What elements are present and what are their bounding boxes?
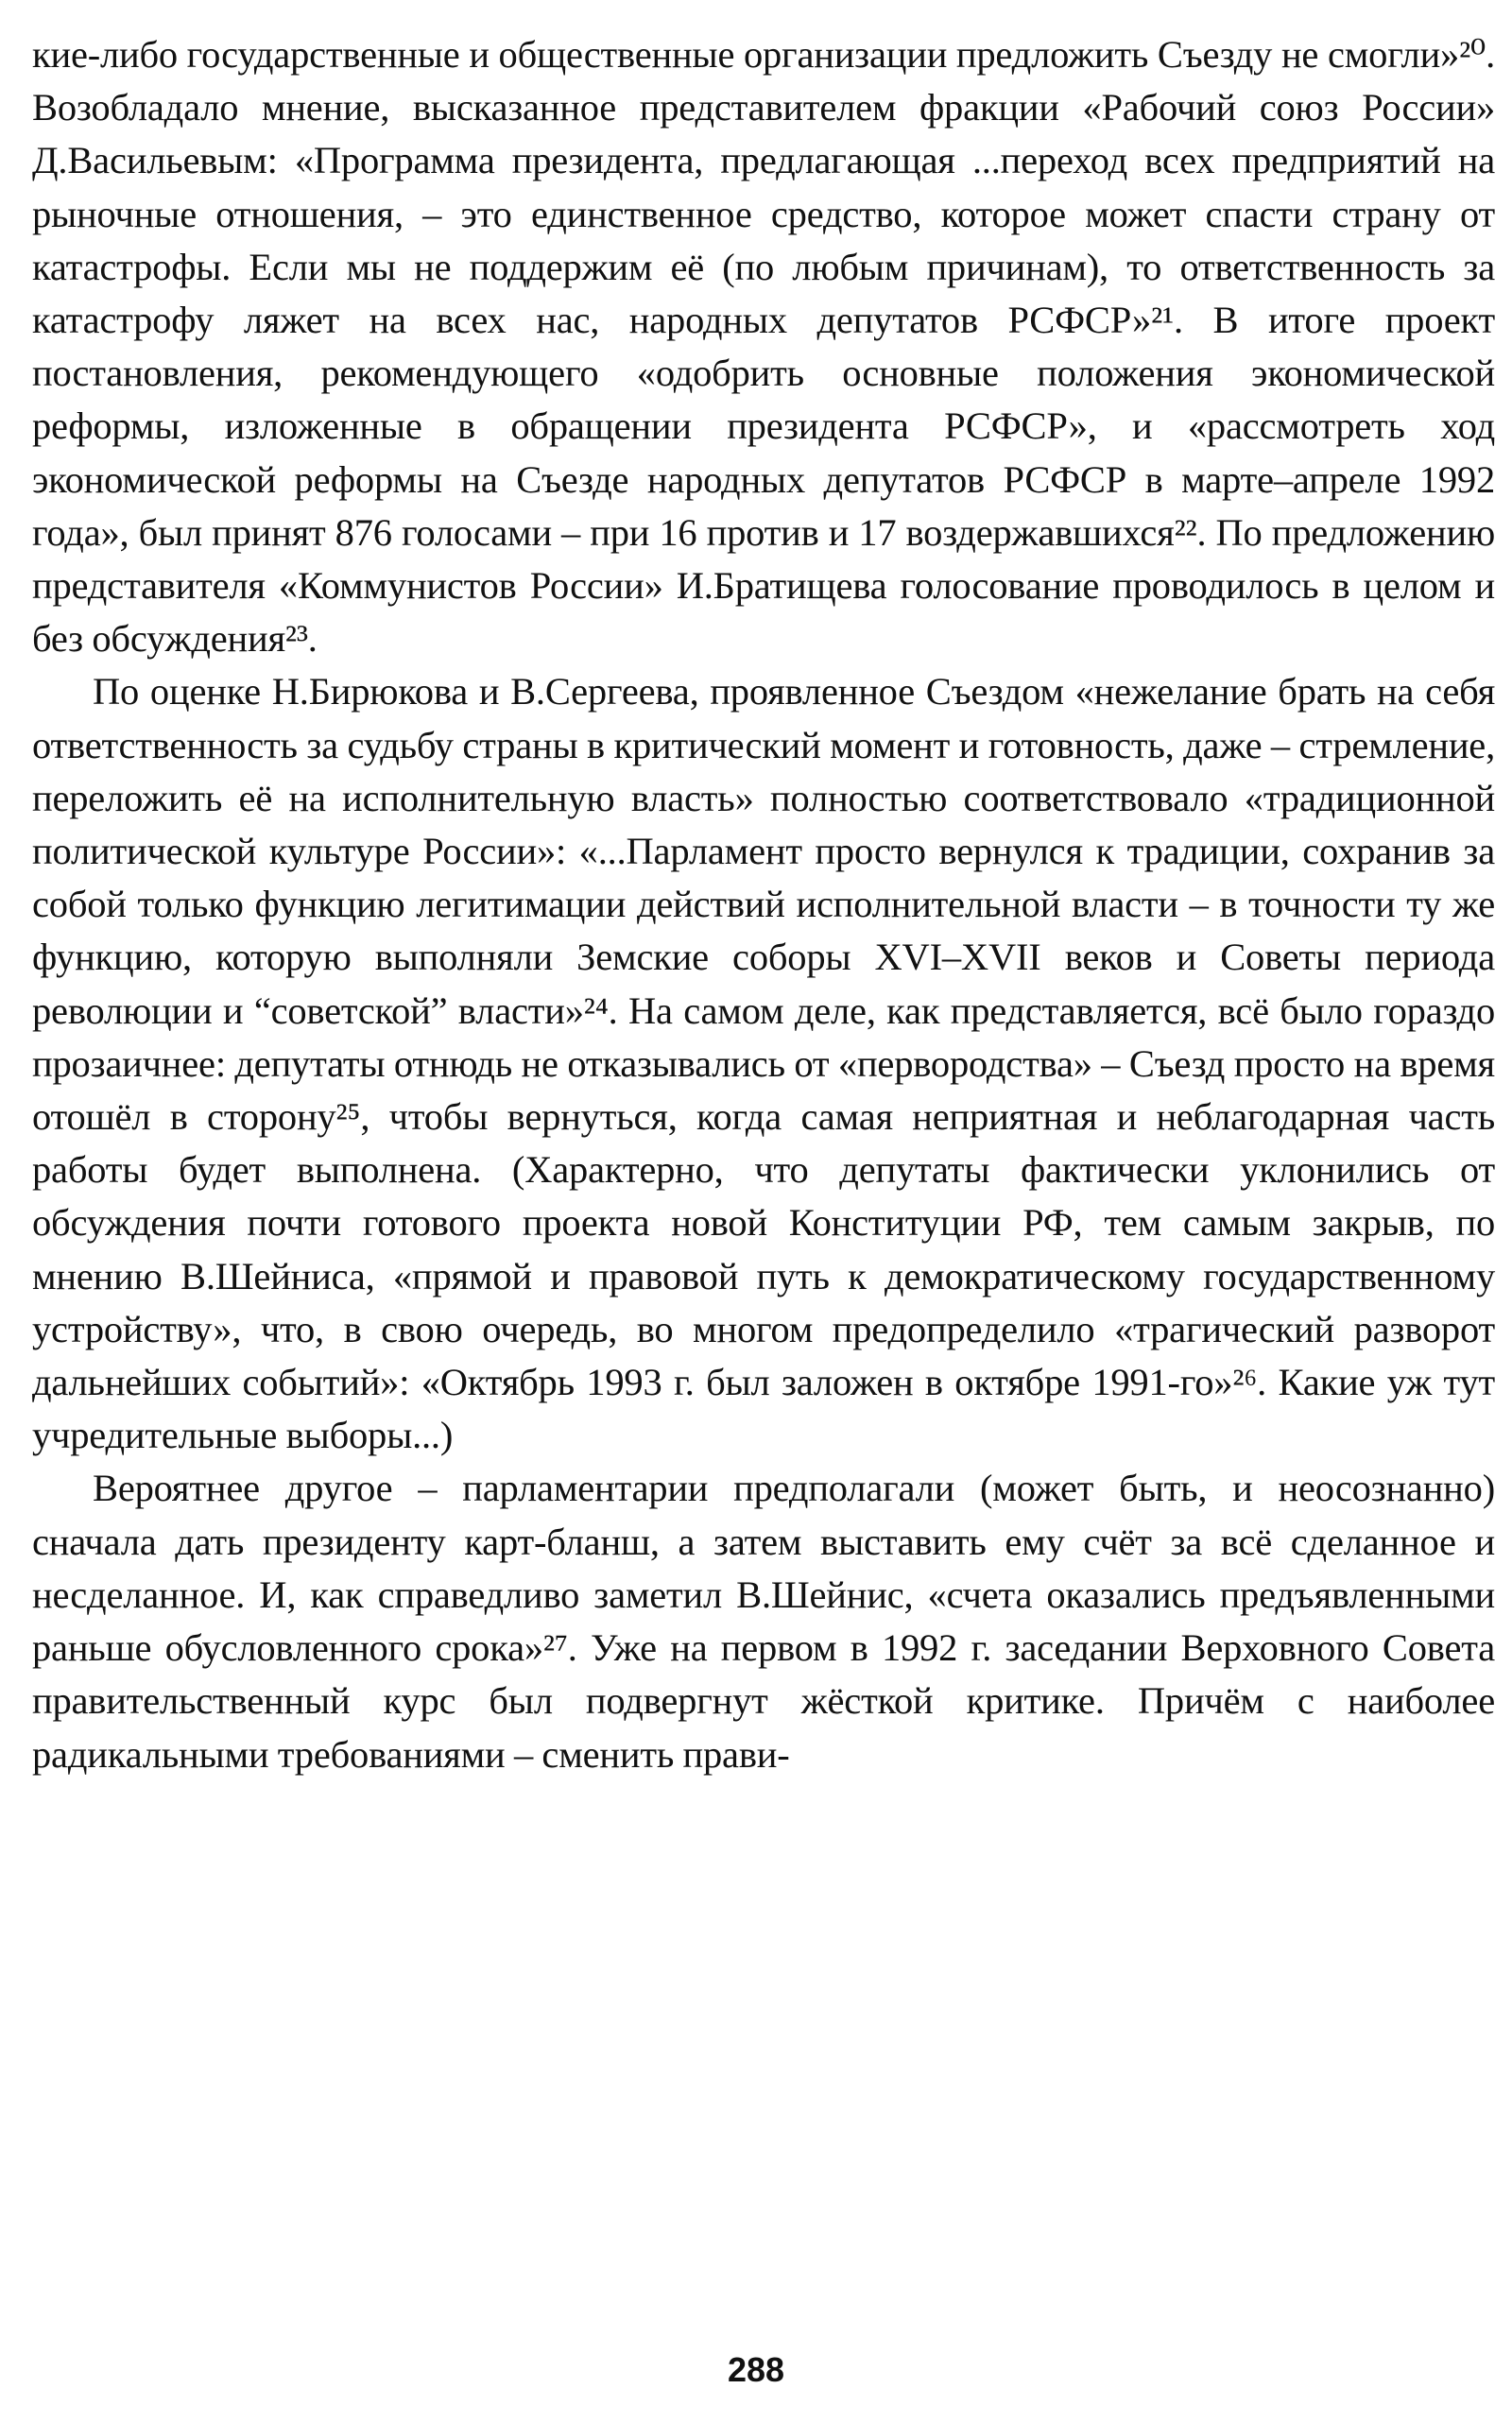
paragraph-3: Вероятнее другое – парламентарии предполагали (может быть, и неосознанно) сначала дать президенту карт-бланш, а затем выставить ему счёт за всё сделанное и несделанное. И, как справедливо заметил В.Шейнис, «счета оказались предъявленными раньше обусловленного срока»²⁷. Уже на первом в 1992 г. заседании Верховного Совета правительственный курс был подвергнут жёсткой критике. Причём с наиболее радикальными требованиями – сменить прави- — [32, 1467, 1495, 1776]
body-text — [32, 28, 1495, 1781]
paragraph-2: По оценке Н.Бирюкова и В.Сергеева, проявленное Съездом «нежелание брать на себя ответственность за судьбу страны в критический момент и готовность, даже – стремление, переложить её на исполнительную власть» полностью соответствовало «традиционной политической культуре России»: «...Парламент просто вернулся к традиции, сохранив за собой только функцию легитимации действий исполнительной власти – в точности ту же функцию, которую выполняли Земские соборы XVI–XVII веков и Советы периода революции и “советской” власти»²⁴. На самом деле, как представляется, всё было гораздо прозаичнее: депутаты отнюдь не отказывались от «первородства» – Съезд просто на время отошёл в сторону²⁵, чтобы вернуться, когда самая неприятная и неблагодарная часть работы будет выполнена. (Характерно, что депутаты фактически уклонились от обсуждения почти готового проекта новой Конституции РФ, тем самым закрыв, по мнению В.Шейниса, «прямой и правовой путь к демократическому государственному устройству», что, в свою очередь, во многом предопределило «трагический разворот дальнейших событий»: «Октябрь 1993 г. был заложен в октябре 1991-го»²⁶. Какие уж тут учредительные выборы...) — [32, 670, 1495, 1457]
page-number: 288 — [727, 2350, 785, 2389]
paragraph-1: кие-либо государственные и общественные организации предложить Съезду не смогли»²⁰. Возобладало мнение, высказанное представителем фракции «Рабочий союз России» Д.Васильевым: «Программа президента, предлагающая ...переход всех предприятий на рыночные отношения, – это единственное средство, которое может спасти страну от катастрофы. Если мы не поддержим её (по любым причинам), то ответственность за катастрофу ляжет на всех нас, народных депутатов РСФСР»²¹. В итоге проект постановления, рекомендующего «одобрить основные положения экономической реформы, изложенные в обращении президента РСФСР», и «рассмотреть ход экономической реформы на Съезде народных депутатов РСФСР в марте–апреле 1992 года», был принят 876 голосами – при 16 против и 17 воздержавшихся²². По предложению представителя «Коммунистов России» И.Братищева голосование проводилось в целом и без обсуждения²³. — [32, 33, 1495, 661]
